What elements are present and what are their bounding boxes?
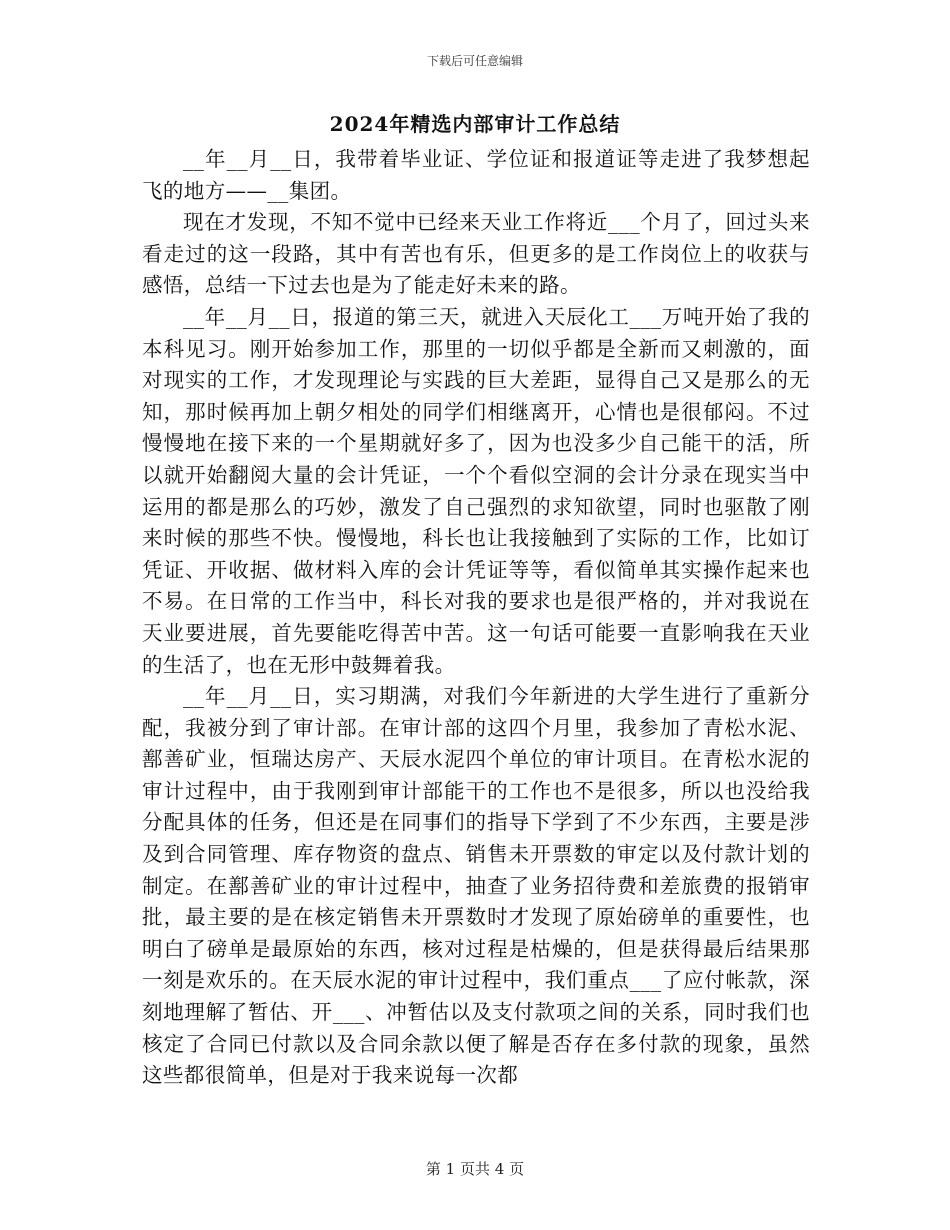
paragraph-1: __年__月__日，我带着毕业证、学位证和报道证等走进了我梦想起飞的地方——__集团。 <box>142 147 810 203</box>
paragraph-2: 现在才发现，不知不觉中已经来天业工作将近___个月了，回过头来看走过的这一段路，其中有苦也有乐，但更多的是工作岗位上的收获与感悟，总结一下过去也是为了能走好未来的路。 <box>142 210 810 298</box>
paragraph-4: __年__月__日，实习期满，对我们今年新进的大学生进行了重新分配，我被分到了审计部。在审计部的这四个月里，我参加了青松水泥、鄯善矿业，恒瑞达房产、天辰水泥四个单位的审计项目。在青松水泥的审计过程中，由于我刚到审计部能干的工作也不是很多，所以也没给我分配具体的任务，但还是在同事们的指导下学到了不少东西，主要是涉及到合同管理、库存物资的盘点、销售未开票数的审定以及付款计划的制定。在鄯善矿业的审计过程中，抽查了业务招待费和差旅费的报销审批，最主要的是在核定销售未开票数时才发现了原始磅单的重要性，也明白了磅单是最原始的东西，核对过程是枯燥的，但是获得最后结果那一刻是欢乐的。在天辰水泥的审计过程中，我们重点___了应付帐款，深刻地理解了暂估、开___、冲暂估以及支付款项之间的关系，同时我们也核定了合同已付款以及合同余款以便了解是否存在多付款的现象，虽然这些都很简单，但是对于我来说每一次都 <box>142 684 810 1088</box>
document-body <box>142 144 810 1092</box>
header-note: 下载后可任意编辑 <box>426 54 523 68</box>
paragraph-3: __年__月__日，报道的第三天，就进入天辰化工___万吨开始了我的本科见习。刚开始参加工作，那里的一切似乎都是全新而又刺激的，面对现实的工作，才发现理论与实践的巨大差距，显得自己又是那么的无知，那时候再加上朝夕相处的同学们相继离开，心情也是很郁闷。不过慢慢地在接下来的一个星期就好多了，因为也没多少自己能干的活，所以就开始翻阅大量的会计凭证，一个个看似空洞的会计分录在现实当中运用的都是那么的巧妙，激发了自己强烈的求知欲望，同时也驱散了刚来时候的那些不快。慢慢地，科长也让我接触到了实际的工作，比如订凭证、开收据、做材料入库的会计凭证等等，看似简单其实操作起来也不易。在日常的工作当中，科长对我的要求也是很严格的，并对我说在天业要进展，首先要能吃得苦中苦。这一句话可能要一直影响我在天业的生活了，也在无形中鼓舞着我。 <box>142 304 810 677</box>
page-footer: 第 1 页共 4 页 <box>425 1160 525 1178</box>
document-title: 2024年精选内部审计工作总结 <box>329 112 621 136</box>
